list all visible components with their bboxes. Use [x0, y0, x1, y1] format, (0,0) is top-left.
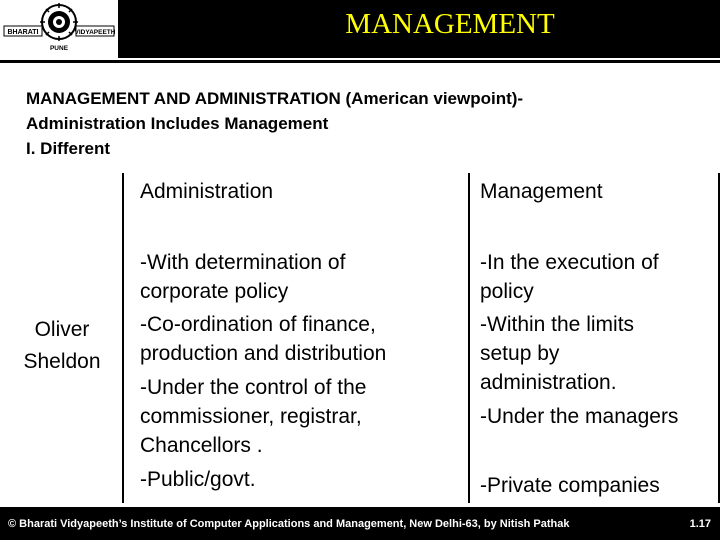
header-management: Management — [480, 180, 603, 203]
mgmt-line-2: policy — [480, 280, 534, 303]
intro-text — [26, 86, 706, 161]
footer-credit: © Bharati Vidyapeeth’s Institute of Computer Applications and Management, New Delhi-63, by Nitish Pathak — [8, 518, 570, 530]
footer-bar — [0, 507, 720, 540]
admin-line-2: corporate policy — [140, 280, 289, 303]
institute-logo — [0, 0, 118, 58]
logo-bottom-text: PUNE — [49, 45, 69, 52]
intro-line-2: Administration Includes Management — [26, 114, 329, 133]
admin-line-1: -With determination of — [140, 251, 346, 274]
slide-number: 1.17 — [689, 518, 711, 530]
admin-line-5: -Under the control of the — [140, 376, 367, 399]
header-bar — [0, 0, 720, 58]
intro-line-1: MANAGEMENT AND ADMINISTRATION (American viewpoint)- — [26, 89, 524, 108]
row-label-sheldon: Sheldon — [23, 350, 101, 373]
comparison-table — [0, 173, 720, 503]
header-administration: Administration — [140, 180, 274, 203]
intro-line-3: I. Different — [26, 139, 111, 158]
mgmt-line-6: -Under the managers — [480, 405, 679, 428]
mgmt-line-4: setup by — [480, 342, 560, 365]
mgmt-line-3: -Within the limits — [480, 313, 635, 336]
admin-line-7: Chancellors . — [140, 434, 263, 457]
mgmt-line-7: -Private companies — [480, 474, 660, 497]
admin-line-3: -Co-ordination of finance, — [140, 313, 376, 336]
logo-emblem-icon — [0, 0, 118, 58]
admin-line-8: -Public/govt. — [140, 468, 256, 491]
header-divider — [0, 60, 720, 63]
mgmt-line-5: administration. — [480, 371, 617, 394]
row-label-oliver: Oliver — [34, 318, 90, 341]
slide-title: MANAGEMENT — [345, 8, 555, 40]
logo-right-text: VIDYAPEETH — [74, 29, 116, 36]
logo-left-text: BHARATI — [7, 29, 39, 36]
admin-line-6: commissioner, registrar, — [140, 405, 362, 428]
admin-line-4: production and distribution — [140, 342, 387, 365]
mgmt-line-1: -In the execution of — [480, 251, 659, 274]
